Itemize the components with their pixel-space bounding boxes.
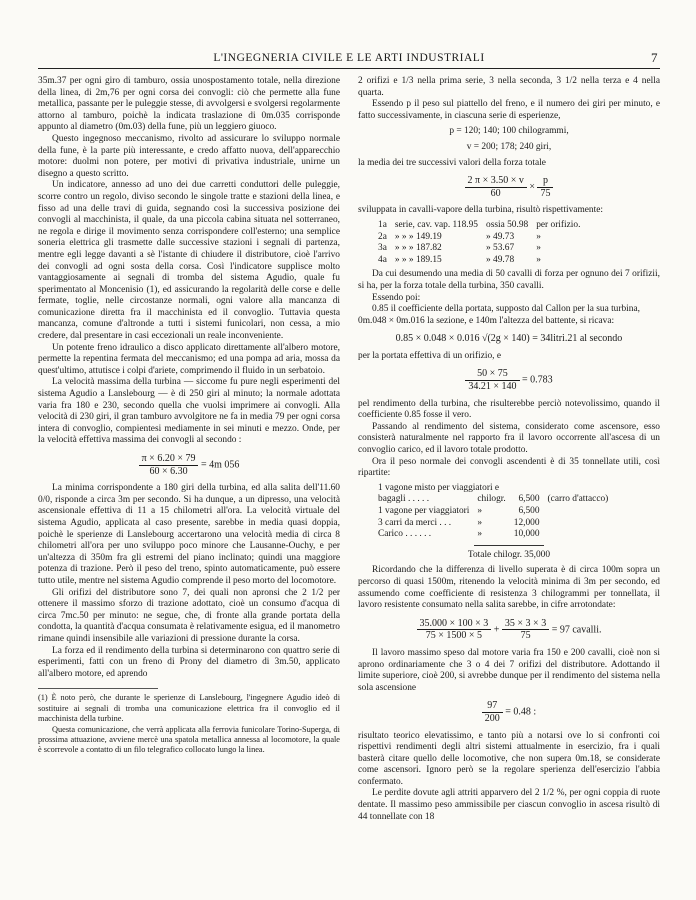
load-note: (carro d'attacco) bbox=[547, 494, 609, 505]
paragraph: Le perdite dovute agli attriti apparvero del 2 1/2 %, per ogni coppia di ruote dentate. Il massimo peso ammissibile per ciascun convoglio in ascesa risultò di 44 tonnellate con 18 bbox=[358, 788, 660, 822]
load-unit: chilogr. bbox=[477, 494, 506, 505]
paragraph: Da cui desumendo una media di 50 cavalli di forza per ognuno dei 7 orifizii, si ha, per la forza totale della turbina, 350 cavalli. bbox=[358, 269, 660, 291]
series-value: » 49.78 bbox=[486, 254, 515, 265]
series-label: 3a bbox=[378, 243, 387, 254]
series-text: » » » 189.15 bbox=[394, 254, 442, 265]
equation-line: v = 200; 178; 240 giri, bbox=[466, 141, 552, 152]
paragraph: 0m.048 × 0m.016 la sezione, e 140m l'altezza del battente, si ricava: bbox=[358, 315, 615, 326]
table-row bbox=[374, 243, 584, 255]
formula-operator: + bbox=[493, 624, 500, 636]
sum-rule bbox=[474, 545, 544, 546]
paragraph: Ricordando che la differenza di livello superata è di circa 100m sopra un percorso di quasi 1500m, ritenendo la velocità minima di 3m per secondo, ed assumendo come coefficiente di resistenza 3 chilogrammi per tonnellata, il lavoro resistente consumato nella salita sarebbe, in cifre arrotondate: bbox=[358, 565, 660, 611]
series-text: » » » 187.82 bbox=[394, 243, 442, 254]
formula-numerator: 2 π × 3.50 × v bbox=[465, 175, 527, 188]
series-label: 2a bbox=[378, 231, 387, 242]
footnote: Questa comunicazione, che verrà applicata alla ferrovia funicolare Torino-Superga, di prossima attuazione, avviene mercè una spatola metallica annessa al locomotore, la quale è scorrevole a contatto di un filo telegrafico collocato lungo la linea. bbox=[38, 724, 340, 755]
paragraph: La velocità massima della turbina — siccome fu pure negli esperimenti del sistema Agudio a Lanslebourg — è di 250 giri al minuto; la normale adottata varia fra 180 e 230, secondo quella che vuolsi imprimere ai convogli. Alla velocità di 230 giri, il gran tamburo avvolgitore ne fa in media 79 per ogni corsa intera di convoglio, compientesi mediamente in sei minuti e mezzo. Onde, per la velocità effettiva massima dei convogli al secondo : bbox=[38, 377, 340, 446]
paragraph: 2 orifizi e 1/3 nella prima serie, 3 nella seconda, 3 1/2 nella terza e 4 nella quarta. bbox=[358, 76, 660, 98]
table-row bbox=[374, 518, 612, 530]
load-item: 3 carri da merci . . . bbox=[378, 517, 452, 528]
table-row bbox=[374, 255, 584, 267]
formula-result: = 0.48 : bbox=[505, 706, 537, 718]
load-item: 1 vagone per viaggiatori bbox=[378, 506, 470, 516]
formula-numerator: 35.000 × 100 × 3 bbox=[417, 618, 492, 631]
load-note bbox=[544, 506, 613, 518]
paragraph: La minima corrispondente a 180 giri della turbina, ed alla salita dell'11.60 0/0, risponde a circa 3m per secondo. Si ha dunque, a un dipresso, una velocità ascensionale effettiva di 11 a 15 chilometri all'ora. La velocità virtuale del sistema Agudio, applicata al caso presente, sarebbe in media quasi doppia, poichè le sperienze di Lanslebourg accertarono una velocità media di circa 8 chilometri all'ora per uno sviluppo poco minore che Lausanne-Ouchy, e per un'altezza di 350m fra gli estremi del piano inclinato; quindi una maggiore potenza di trazione. Però il peso del treno, spinto automaticamente, può essere tutto utile, mentre nel sistema Agudio comprende il peso morto del locomotore. bbox=[38, 483, 340, 586]
series-tail: » bbox=[536, 243, 541, 254]
load-value: 6,500 bbox=[518, 494, 540, 505]
series-tail: per orifizio. bbox=[536, 219, 581, 230]
formula-denominator: 60 bbox=[490, 187, 501, 199]
page-number: 7 bbox=[651, 50, 658, 65]
loads-table bbox=[374, 483, 612, 541]
right-column bbox=[358, 76, 660, 880]
footnote: (1) È noto però, che durante le sperienze di Lanslebourg, l'ingegnere Agudio ideò di sostituire ai segnali di tromba una comunicazione elettrica fra il convoglio ed il macchinista della turbine. bbox=[38, 693, 340, 724]
series-text: serie, cav. vap. 118.95 bbox=[394, 219, 478, 230]
paragraph: Gli orifizi del distributore sono 7, dei quali non apronsi che 2 1/2 per ottenere il massimo sforzo di trazione adottato, cioè un consumo d'acqua di circa 7mc.50 per minuto: ne segue, che, di fronte alla grande portata della condotta, la quantità d'acqua consumata è relativamente esigua, ed il manometro rimane quindi insensibile alle variazioni di pressione durante la corsa. bbox=[38, 587, 340, 644]
paragraph: Essendo poi: bbox=[372, 292, 421, 303]
formula-denominator: 200 bbox=[484, 712, 500, 724]
load-note bbox=[544, 529, 613, 541]
load-value: 6,500 bbox=[518, 506, 540, 516]
paragraph: 35m.37 per ogni giro di tamburo, ossia unospostamento totale, nella direzione della linea, di 2m,76 per ogni corsa dei convogli: ciò che permette alla fune metallica, passante per le puleggie stesse, di avvolgersi e svolgersi regolarmente attorno al tamburo, poichè la indicata traslazione di 0m.035 corrisponde appunto al diametro (0m.03) della fune, più un leggiero giuoco. bbox=[38, 76, 340, 133]
paragraph: La forza ed il rendimento della turbina si determinarono con quattro serie di esperimenti, fatti con un freno di Prony del diametro di 3m.50, applicato all'albero motore, ed aprendo bbox=[38, 645, 340, 679]
formula-denominator: 34.21 × 140 bbox=[468, 381, 517, 393]
formula-velocity bbox=[38, 453, 340, 477]
journal-title: L'INGEGNERIA CIVILE E LE ARTI INDUSTRIALI bbox=[213, 52, 485, 64]
series-value: ossia 50.98 bbox=[486, 219, 529, 230]
paragraph: Essendo p il peso sul piattello del freno, e il numero dei giri per minuto, e fatto successivamente, in ciascuna serie di esperienze, bbox=[358, 99, 660, 121]
series-text: » » » 149.19 bbox=[394, 231, 442, 242]
formula-work bbox=[358, 618, 660, 642]
paragraph: 0.85 il coefficiente della portata, supposto dal Callon per la sua turbina, bbox=[372, 304, 640, 315]
paragraph: per la portata effettiva di un orifizio, e bbox=[358, 350, 501, 361]
footnotes bbox=[38, 693, 340, 755]
series-tail: » bbox=[536, 231, 541, 242]
formula-discharge: 0.85 × 0.048 × 0.016 √(2g × 140) = 34litri.21 al secondo bbox=[395, 333, 623, 345]
paragraph: Passando al rendimento del sistema, considerato come ascensore, esso consisterà naturalmente nel rapporto fra il lavoro occorrente all'ascesa di un convoglio carico, ed il lavoro totale prodotto. bbox=[358, 421, 660, 456]
left-column bbox=[38, 76, 340, 880]
formula-denominator: 75 × 1500 × 5 bbox=[425, 630, 483, 642]
formula-numerator: 35 × 3 × 3 bbox=[502, 618, 549, 631]
formula-system-efficiency bbox=[358, 700, 660, 724]
formula-efficiency bbox=[358, 368, 660, 392]
formula-denominator: 60 × 6.30 bbox=[149, 465, 188, 477]
load-item: 1 vagone misto per viaggiatori e bbox=[378, 482, 500, 493]
formula-numerator: 50 × 75 bbox=[465, 368, 519, 381]
load-unit: » bbox=[477, 529, 483, 540]
running-header bbox=[38, 50, 660, 69]
load-value: 12,000 bbox=[513, 517, 540, 528]
paragraph: Il lavoro massimo speso dal motore varia fra 150 e 200 cavalli, cioè non si aprono ordinariamente che 3 o 4 dei 7 orifizi del distributore. Adottando il limite superiore, cioè 200, si avrebbe dunque per il rendimento del sistema nella sola ascensione bbox=[358, 647, 660, 693]
formula-numerator: π × 6.20 × 79 bbox=[139, 453, 199, 466]
series-label: 1a bbox=[378, 219, 387, 230]
series-table bbox=[374, 220, 584, 266]
formula-result: = 0.783 bbox=[522, 374, 553, 386]
formula-operator: × bbox=[529, 181, 535, 193]
formula-force bbox=[358, 175, 660, 199]
load-unit: » bbox=[477, 517, 483, 528]
equation-line: p = 120; 140; 100 chilogrammi, bbox=[449, 126, 569, 137]
formula-denominator: 75 bbox=[540, 187, 551, 199]
formula-denominator: 75 bbox=[520, 630, 531, 642]
table-row bbox=[374, 232, 584, 244]
paragraph: risultato teorico elevatissimo, e tanto più a notarsi ove lo si confronti coi rispettivi rendimenti degli altri sistemi attualmente in esercizio, fra i quali basterà citare quello delle locomotive, che non supera 0m.18, se considerate come ascensori. Ignoro però se la regolare sperienza dell'esercizio l'abbia confermato. bbox=[358, 730, 660, 787]
load-unit: » bbox=[477, 506, 483, 516]
formula-result: = 4m 056 bbox=[200, 459, 240, 471]
loads-total: Totale chilogr. 35,000 bbox=[467, 549, 551, 560]
paragraph: Questo ingegnoso meccanismo, rivolto ad assicurare lo sviluppo normale della fune, è la parte più interessante, e credo affatto nuova, dell'apparecchio motore: duolmi non potere, per motivi di privativa industriale, unirne un disegno a questo scritto. bbox=[38, 133, 340, 179]
load-item: bagagli . . . . . bbox=[378, 494, 430, 505]
formula-numerator: p bbox=[537, 175, 553, 188]
load-value: 10,000 bbox=[513, 529, 540, 540]
table-row bbox=[374, 506, 612, 518]
paragraph: sviluppata in cavalli-vapore della turbina, risultò rispettivamente: bbox=[358, 205, 603, 216]
paragraph: Un potente freno idraulico a disco applicato direttamente all'albero motore, permette la repentina fermata del meccanismo; ed una pompa ad aria, mossa da quest'ultimo, attutisce i colpi d'ariete, comprimendo il fluido in un serbatoio. bbox=[38, 342, 340, 376]
formula-numerator: 97 bbox=[482, 700, 503, 713]
paragraph: la media dei tre successivi valori della forza totale bbox=[358, 157, 546, 168]
paragraph: pel rendimento della turbina, che risulterebbe perciò notevolissimo, quando il coefficiente 0.85 fosse il vero. bbox=[358, 398, 660, 421]
table-row bbox=[374, 494, 612, 506]
series-label: 4a bbox=[378, 254, 387, 265]
load-item: Carico . . . . . . bbox=[378, 529, 432, 540]
table-row bbox=[374, 220, 584, 232]
series-tail: » bbox=[536, 254, 541, 265]
paragraph: Un indicatore, annesso ad uno dei due carretti conduttori delle puleggie, scorre contro un regolo, diviso secondo le singole tratte e stazioni della linea, e fisso ad una delle travi di guida, segnando così la successiva posizione dei convogli al macchinista, il quale, da una piccola cabina situata nel sotterraneo, ne regola e dirige il movimento senza corrispondere coll'esterno; una semplice soneria elettrica gli trasmette dalle successive stazioni i segnali di partenza, mentre egli legge davanti a sè l'istante di chiudere il distributore, cioè l'arrivo dei convogli ad ogni sosta della corsa. Così l'indicatore supplisce molto vantaggiosamente ai segnali di tromba del sistema Agudio, quale fu sperimentato al Moncenisio (1), ed assicurando la regolarità delle corse e delle fermate, toglie, nelle circostanze normali, ogni valore alla mancanza di comunicazione diretta fra il macchinista ed il convoglio. Tuttavia questa mancanza, comune d'altronde a tutti i sistemi funicolari, non cessa, a mio credere, dal presentare in casi eccezionali un reale inconveniente. bbox=[38, 180, 340, 342]
series-value: » 49.73 bbox=[486, 231, 515, 242]
series-value: » 53.67 bbox=[486, 243, 515, 254]
paragraph: Ora il peso normale dei convogli ascendenti è di 35 tonnellate utili, così ripartite: bbox=[358, 456, 660, 479]
formula-result: = 97 cavalli. bbox=[551, 624, 602, 636]
table-row bbox=[374, 529, 612, 541]
load-note bbox=[544, 518, 613, 530]
table-row bbox=[374, 483, 612, 495]
